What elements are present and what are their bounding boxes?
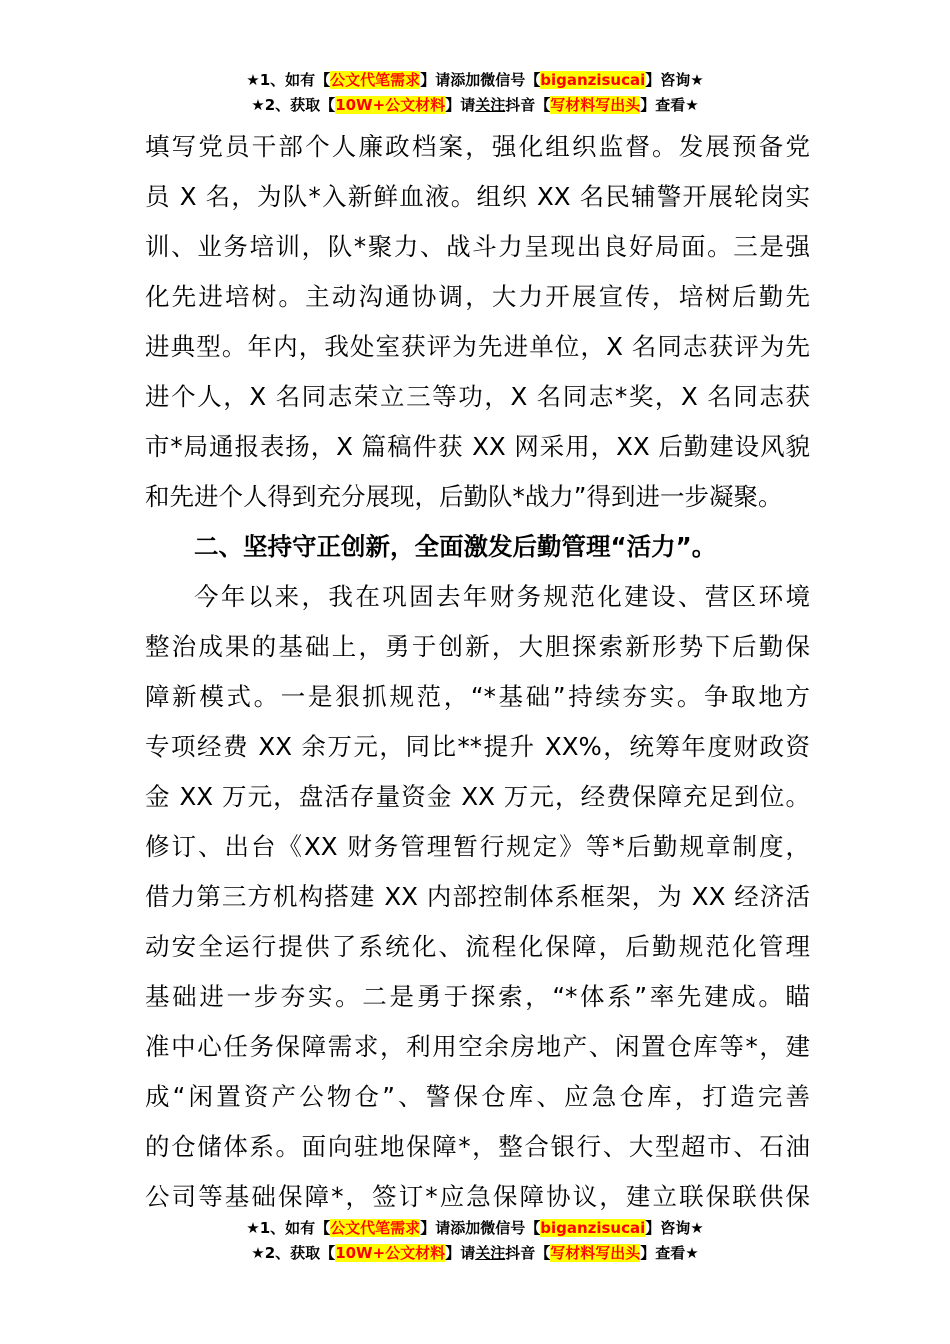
banner-text: 】查看★ bbox=[640, 1244, 699, 1262]
banner-text: ★1、如有【 bbox=[246, 1219, 331, 1237]
banner-highlight: 公文代笔需求 bbox=[330, 71, 421, 89]
banner-text: 】请添加微信号【 bbox=[420, 71, 541, 89]
banner-highlight: biganzisucai bbox=[540, 1219, 646, 1237]
paragraph-line: 专项经费 XX 余万元，同比**提升 XX%，统筹年度财政资 bbox=[145, 732, 810, 761]
banner-highlight: biganzisucai bbox=[540, 71, 646, 89]
paragraph-line: 化先进培树。主动沟通协调，大力开展宣传，培树后勤先 bbox=[145, 282, 810, 311]
paragraph-line: 障新模式。一是狠抓规范，“*基础”持续夯实。争取地方 bbox=[145, 682, 810, 711]
banner-underlined: 关注 bbox=[475, 1244, 506, 1262]
paragraph-line: 准中心任务保障需求，利用空余房地产、闲置仓库等*，建 bbox=[145, 1032, 810, 1061]
promo-banner-top-line1 bbox=[0, 69, 950, 91]
banner-text: 】请 bbox=[445, 1244, 476, 1262]
paragraph-line: 进个人，X 名同志荣立三等功，X 名同志*奖，X 名同志获 bbox=[145, 382, 810, 411]
paragraph-line: 整治成果的基础上，勇于创新，大胆探索新形势下后勤保 bbox=[145, 632, 810, 661]
paragraph-line: 的仓储体系。面向驻地保障*，整合银行、大型超市、石油 bbox=[145, 1132, 810, 1161]
section-heading: 二、坚持守正创新，全面激发后勤管理“活力”。 bbox=[194, 532, 717, 561]
document-body bbox=[145, 122, 810, 1222]
banner-text: ★1、如有【 bbox=[246, 71, 331, 89]
banner-highlight: 公文代笔需求 bbox=[330, 1219, 421, 1237]
banner-text: 】咨询★ bbox=[645, 1219, 704, 1237]
paragraph-line: 进典型。年内，我处室获评为先进单位，X 名同志获评为先 bbox=[145, 332, 810, 361]
paragraph-line: 公司等基础保障*，签订*应急保障协议，建立联保联供保 bbox=[145, 1182, 810, 1211]
banner-underlined: 关注 bbox=[475, 96, 506, 114]
paragraph-line: 填写党员干部个人廉政档案，强化组织监督。发展预备党 bbox=[145, 132, 810, 161]
promo-banner-top-line2 bbox=[0, 94, 950, 116]
paragraph-line: 成“闲置资产公物仓”、警保仓库、应急仓库，打造完善 bbox=[145, 1082, 810, 1111]
banner-text: 】请添加微信号【 bbox=[420, 1219, 541, 1237]
paragraph-line: 市*局通报表扬，X 篇稿件获 XX 网采用，XX 后勤建设风貌 bbox=[145, 432, 810, 461]
paragraph-line: 今年以来，我在巩固去年财务规范化建设、营区环境 bbox=[194, 582, 810, 611]
banner-text: 】请 bbox=[445, 96, 476, 114]
paragraph-line: 基础进一步夯实。二是勇于探索，“*体系”率先建成。瞄 bbox=[145, 982, 810, 1011]
banner-text: ★2、获取【 bbox=[251, 1244, 336, 1262]
promo-banner-bottom-line1 bbox=[0, 1217, 950, 1239]
banner-text: ★2、获取【 bbox=[251, 96, 336, 114]
paragraph-line: 和先进个人得到充分展现，后勤队*战力”得到进一步凝聚。 bbox=[145, 482, 783, 511]
banner-highlight: 写材料写出头 bbox=[550, 1244, 641, 1262]
paragraph-line: 金 XX 万元，盘活存量资金 XX 万元，经费保障充足到位。 bbox=[145, 782, 810, 811]
banner-text: 】查看★ bbox=[640, 96, 699, 114]
banner-highlight: 10W+公文材料 bbox=[335, 1244, 446, 1262]
paragraph-line: 员 X 名，为队*入新鲜血液。组织 XX 名民辅警开展轮岗实 bbox=[145, 182, 810, 211]
banner-text: 抖音【 bbox=[505, 96, 551, 114]
paragraph-line: 借力第三方机构搭建 XX 内部控制体系框架，为 XX 经济活 bbox=[145, 882, 810, 911]
paragraph-line: 修订、出台《XX 财务管理暂行规定》等*后勤规章制度， bbox=[145, 832, 810, 861]
banner-highlight: 写材料写出头 bbox=[550, 96, 641, 114]
banner-text: 】咨询★ bbox=[645, 71, 704, 89]
banner-highlight: 10W+公文材料 bbox=[335, 96, 446, 114]
banner-text: 抖音【 bbox=[505, 1244, 551, 1262]
paragraph-line: 动安全运行提供了系统化、流程化保障，后勤规范化管理 bbox=[145, 932, 810, 961]
paragraph-line: 训、业务培训，队*聚力、战斗力呈现出良好局面。三是强 bbox=[145, 232, 810, 261]
promo-banner-bottom-line2 bbox=[0, 1242, 950, 1264]
